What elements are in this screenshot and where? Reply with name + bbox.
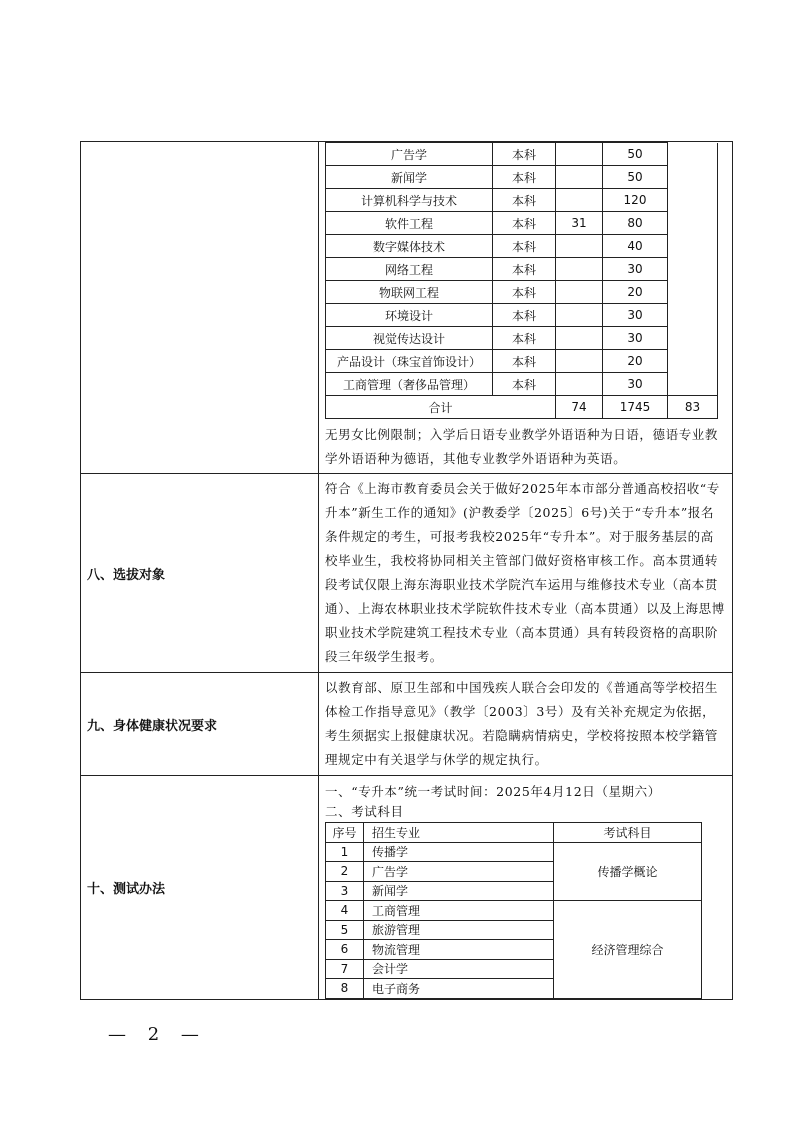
section-9-text: 以教育部、原卫生部和中国残疾人联合会印发的《普通高等学校招生体检工作指导意见》（教学〔2003〕3号）及有关补充规定为依据，考生须据实上报健康状况。若隐瞒病情病史，学校将按照本校学籍管理规定中有关退学与休学的规定执行。 <box>325 680 719 767</box>
section-9-title: 九、身体健康状况要求 <box>81 673 319 776</box>
subject-row <box>326 842 702 862</box>
major-name-cell: 软件工程 <box>326 212 493 235</box>
major-name-cell: 工商管理（奢侈品管理） <box>326 373 493 396</box>
majors-section-label <box>81 142 319 474</box>
majors-row <box>326 143 718 166</box>
majors-row <box>326 212 718 235</box>
major-name-cell: 产品设计（珠宝首饰设计） <box>326 350 493 373</box>
enroll-major: 传播学 <box>364 842 554 862</box>
majors-row <box>326 350 718 373</box>
degree-level-cell: 本科 <box>493 166 556 189</box>
majors-row <box>326 166 718 189</box>
degree-level-cell: 本科 <box>493 281 556 304</box>
majors-row <box>326 235 718 258</box>
majors-row <box>326 281 718 304</box>
majors-row <box>326 189 718 212</box>
majors-note: 无男女比例限制；入学后日语专业教学外语语种为日语，德语专业教学外语语种为德语，其他专业教学外语语种为英语。 <box>325 427 719 466</box>
total-plan: 1745 <box>603 396 668 419</box>
major-name-cell: 广告学 <box>326 143 493 166</box>
degree-level-cell: 本科 <box>493 373 556 396</box>
plan-count-cell: 20 <box>603 350 668 373</box>
exam-subjects-table <box>325 822 702 999</box>
degree-level-cell: 本科 <box>493 189 556 212</box>
page-number: — 2 — <box>108 1024 207 1045</box>
count-cell <box>556 281 603 304</box>
section-8-title: 八、选拔对象 <box>81 474 319 673</box>
degree-level-cell: 本科 <box>493 235 556 258</box>
enrollment-info-table <box>80 141 733 1000</box>
exam-date-line: 一、“专升本”统一考试时间：2025年4月12日（星期六） <box>325 784 661 799</box>
major-name-cell: 物联网工程 <box>326 281 493 304</box>
total-label: 合计 <box>326 396 556 419</box>
count-cell <box>556 327 603 350</box>
section-8-row <box>81 474 733 673</box>
plan-count-cell: 50 <box>603 143 668 166</box>
row-number: 5 <box>326 920 364 940</box>
section-8-text: 符合《上海市教育委员会关于做好2025年本市部分普通高校招收“专升本”新生工作的通知》(沪教委学〔2025〕6号)关于“专升本”报名条件规定的考生，可报考我校2025年“专升本”。对于服务基层的高校毕业生，我校将协同相关主管部门做好资格审核工作。高本贯通转段考试仅限上海东海职业技术学院汽车运用与维修技术专业（高本贯通）、上海农林职业技术学院软件技术专业（高本贯通）以及上海思博职业技术学院建筑工程技术专业（高本贯通）具有转段资格的高职阶段三年级学生报考。 <box>325 481 725 664</box>
enroll-major: 新闻学 <box>364 881 554 901</box>
header-subject: 考试科目 <box>554 823 702 843</box>
enroll-major: 工商管理 <box>364 901 554 921</box>
row-number: 8 <box>326 979 364 999</box>
plan-count-cell: 30 <box>603 258 668 281</box>
major-name-cell: 新闻学 <box>326 166 493 189</box>
total-count: 74 <box>556 396 603 419</box>
plan-count-cell: 30 <box>603 304 668 327</box>
count-cell <box>556 235 603 258</box>
plan-count-cell: 30 <box>603 327 668 350</box>
major-name-cell: 视觉传达设计 <box>326 327 493 350</box>
count-cell <box>556 350 603 373</box>
enroll-major: 物流管理 <box>364 940 554 960</box>
merged-empty-cell <box>668 143 718 396</box>
majors-row <box>326 304 718 327</box>
majors-row <box>326 373 718 396</box>
degree-level-cell: 本科 <box>493 350 556 373</box>
plan-count-cell: 120 <box>603 189 668 212</box>
exam-subject-communication: 传播学概论 <box>554 842 702 901</box>
count-cell <box>556 166 603 189</box>
plan-count-cell: 30 <box>603 373 668 396</box>
count-cell: 31 <box>556 212 603 235</box>
enroll-major: 电子商务 <box>364 979 554 999</box>
plan-count-cell: 50 <box>603 166 668 189</box>
row-number: 3 <box>326 881 364 901</box>
row-number: 2 <box>326 862 364 882</box>
plan-count-cell: 20 <box>603 281 668 304</box>
row-number: 4 <box>326 901 364 921</box>
major-name-cell: 计算机科学与技术 <box>326 189 493 212</box>
majors-section-row <box>81 142 733 474</box>
total-extra: 83 <box>668 396 718 419</box>
majors-total-row <box>326 396 718 419</box>
exam-subject-management: 经济管理综合 <box>554 901 702 999</box>
count-cell <box>556 304 603 327</box>
row-number: 1 <box>326 842 364 862</box>
enroll-major: 会计学 <box>364 959 554 979</box>
count-cell <box>556 189 603 212</box>
section-10-title: 十、测试办法 <box>81 776 319 1000</box>
count-cell <box>556 373 603 396</box>
degree-level-cell: 本科 <box>493 304 556 327</box>
degree-level-cell: 本科 <box>493 212 556 235</box>
plan-count-cell: 40 <box>603 235 668 258</box>
subject-row <box>326 901 702 921</box>
degree-level-cell: 本科 <box>493 143 556 166</box>
exam-subjects-heading: 二、考试科目 <box>325 804 404 819</box>
enroll-major: 广告学 <box>364 862 554 882</box>
header-major: 招生专业 <box>364 823 554 843</box>
degree-level-cell: 本科 <box>493 327 556 350</box>
row-number: 6 <box>326 940 364 960</box>
header-no: 序号 <box>326 823 364 843</box>
row-number: 7 <box>326 959 364 979</box>
count-cell <box>556 258 603 281</box>
enroll-major: 旅游管理 <box>364 920 554 940</box>
section-10-row <box>81 776 733 1000</box>
majors-row <box>326 327 718 350</box>
majors-plan-table <box>325 142 718 419</box>
degree-level-cell: 本科 <box>493 258 556 281</box>
plan-count-cell: 80 <box>603 212 668 235</box>
subjects-header-row <box>326 823 702 843</box>
count-cell <box>556 143 603 166</box>
major-name-cell: 网络工程 <box>326 258 493 281</box>
section-9-row <box>81 673 733 776</box>
majors-section-content <box>319 142 733 474</box>
major-name-cell: 环境设计 <box>326 304 493 327</box>
major-name-cell: 数字媒体技术 <box>326 235 493 258</box>
majors-row <box>326 258 718 281</box>
